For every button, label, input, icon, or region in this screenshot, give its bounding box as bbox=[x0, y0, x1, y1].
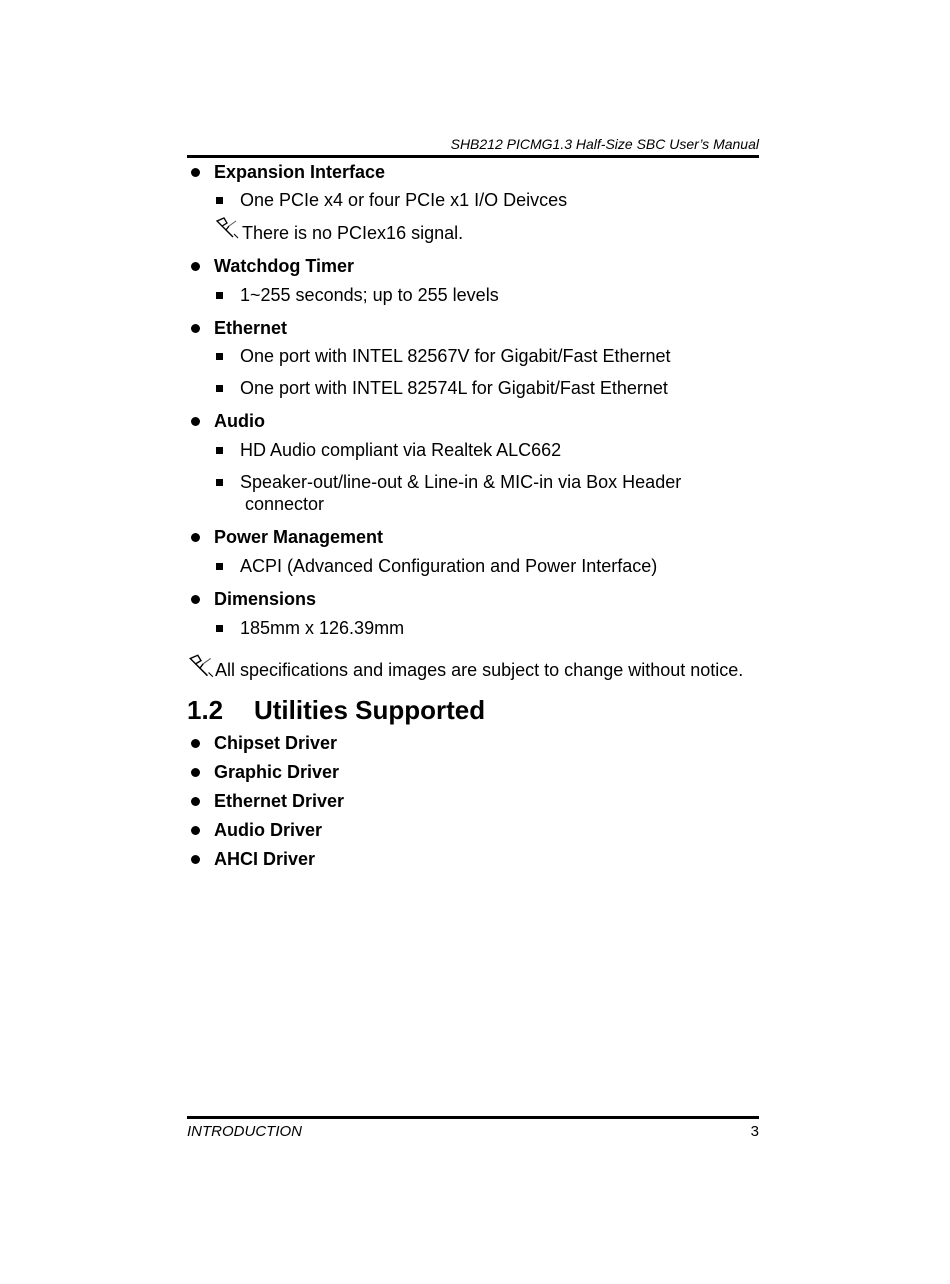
manual-title: SHB212 PICMG1.3 Half-Size SBC User’s Manual bbox=[450, 136, 759, 152]
bullet-dot-icon bbox=[191, 595, 200, 604]
utility-item: Chipset Driver bbox=[187, 732, 767, 754]
bullet-dot-icon bbox=[191, 797, 200, 806]
spec-item: One port with INTEL 82567V for Gigabit/Fast Ethernet bbox=[187, 345, 767, 367]
running-header bbox=[187, 136, 759, 158]
section-title: Utilities Supported bbox=[254, 695, 486, 725]
spec-heading-ethernet: Ethernet bbox=[187, 317, 767, 339]
bullet-dot-icon bbox=[191, 417, 200, 426]
page-content bbox=[187, 161, 767, 870]
pushpin-note-icon bbox=[214, 216, 240, 240]
bullet-square-icon bbox=[216, 625, 223, 632]
bullet-square-icon bbox=[216, 563, 223, 570]
utility-item: AHCI Driver bbox=[187, 848, 767, 870]
chapter-name: INTRODUCTION bbox=[187, 1123, 302, 1140]
page-number: 3 bbox=[750, 1123, 759, 1140]
bullet-dot-icon bbox=[191, 262, 200, 271]
bullet-dot-icon bbox=[191, 855, 200, 864]
bullet-dot-icon bbox=[191, 826, 200, 835]
general-note: All specifications and images are subject to change without notice. bbox=[187, 659, 767, 681]
bullet-square-icon bbox=[216, 292, 223, 299]
bullet-square-icon bbox=[216, 385, 223, 392]
pushpin-note-icon bbox=[187, 653, 215, 679]
spec-item: Speaker-out/line-out & Line-in & MIC-in via Box Header connector bbox=[187, 471, 767, 515]
note: There is no PCIex16 signal. bbox=[187, 222, 767, 244]
utility-item: Ethernet Driver bbox=[187, 790, 767, 812]
section-number: 1.2 bbox=[187, 695, 224, 725]
spec-item: One PCIe x4 or four PCIe x1 I/O Deivces bbox=[187, 189, 767, 211]
bullet-dot-icon bbox=[191, 168, 200, 177]
bullet-square-icon bbox=[216, 447, 223, 454]
bullet-square-icon bbox=[216, 353, 223, 360]
bullet-dot-icon bbox=[191, 533, 200, 542]
spec-item: HD Audio compliant via Realtek ALC662 bbox=[187, 439, 767, 461]
spec-item: 1~255 seconds; up to 255 levels bbox=[187, 284, 767, 306]
running-footer bbox=[187, 1116, 759, 1140]
utility-item: Graphic Driver bbox=[187, 761, 767, 783]
utility-item: Audio Driver bbox=[187, 819, 767, 841]
spec-heading-expansion: Expansion Interface bbox=[187, 161, 767, 183]
spec-heading-dimensions: Dimensions bbox=[187, 588, 767, 610]
spec-item: ACPI (Advanced Configuration and Power Interface) bbox=[187, 555, 767, 577]
section-heading bbox=[187, 694, 767, 726]
bullet-dot-icon bbox=[191, 739, 200, 748]
spec-heading-audio: Audio bbox=[187, 410, 767, 432]
bullet-dot-icon bbox=[191, 768, 200, 777]
spec-item: 185mm x 126.39mm bbox=[187, 617, 767, 639]
spec-item: One port with INTEL 82574L for Gigabit/Fast Ethernet bbox=[187, 377, 767, 399]
bullet-dot-icon bbox=[191, 324, 200, 333]
spec-heading-power: Power Management bbox=[187, 526, 767, 548]
bullet-square-icon bbox=[216, 197, 223, 204]
bullet-square-icon bbox=[216, 479, 223, 486]
spec-heading-watchdog: Watchdog Timer bbox=[187, 255, 767, 277]
